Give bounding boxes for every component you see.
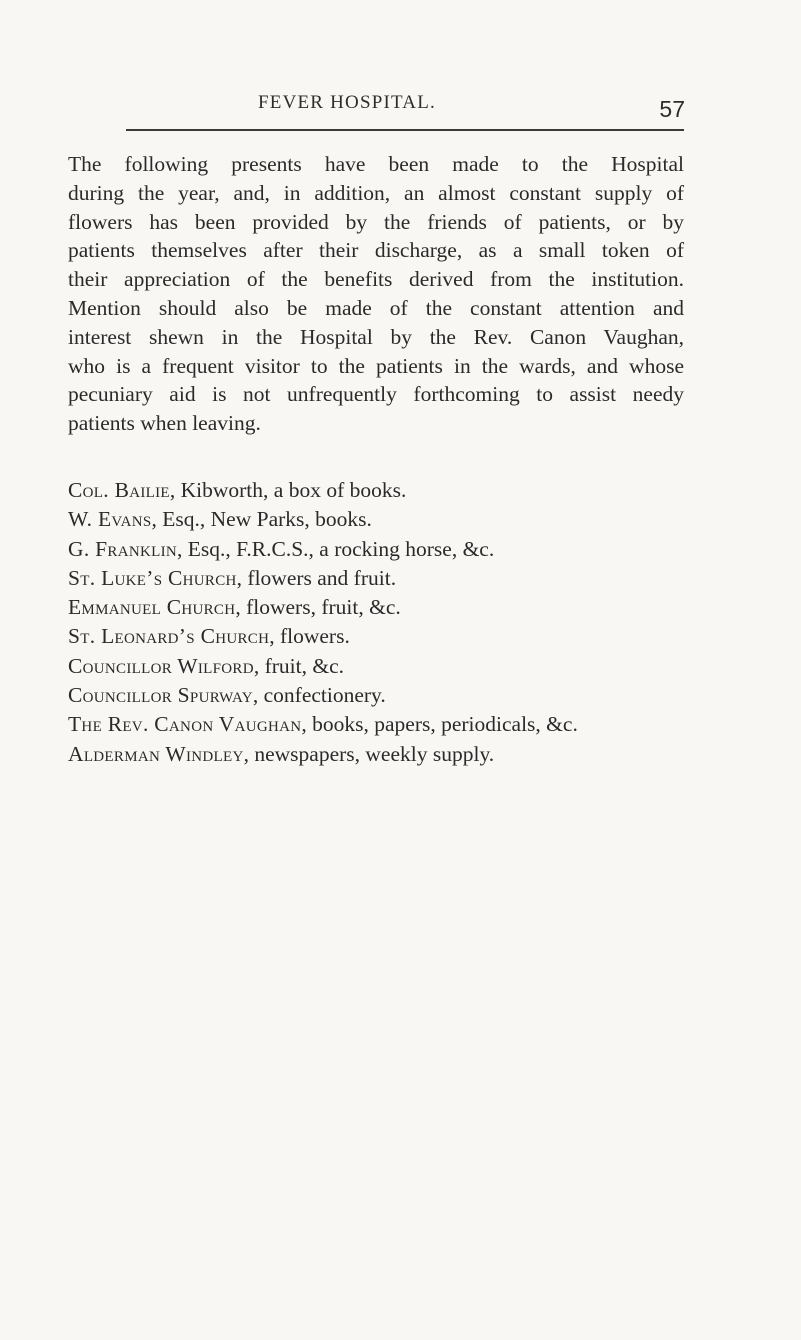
donor-name: W. Evans (68, 507, 152, 532)
donation-item (68, 505, 708, 534)
donor-name: G. Franklin (68, 536, 178, 561)
donation-item (68, 593, 708, 622)
donation-gift: , Esq., New Parks, books. (151, 507, 372, 532)
header-rule (126, 129, 684, 131)
donations-list (68, 476, 708, 769)
donation-item (68, 564, 708, 593)
donor-name: Councillor Spurway (68, 683, 253, 708)
paragraph-line: pecuniary aid is not unfrequently forthcoming to assist needy (68, 382, 684, 407)
donor-name: Councillor Wilford (68, 653, 254, 678)
donation-item (68, 476, 708, 505)
paragraph-line: during the year, and, in addition, an almost constant supply of (68, 180, 684, 205)
paragraph-line: who is a frequent visitor to the patients in the wards, and whose (68, 353, 684, 378)
donation-gift: , books, papers, periodicals, &c. (301, 712, 578, 737)
intro-paragraph (68, 150, 684, 438)
donation-gift: , flowers. (269, 624, 350, 649)
donation-gift: , confectionery. (252, 683, 386, 708)
paragraph-line: patients themselves after their discharge, as a small token of (68, 238, 684, 263)
paragraph-line: Mention should also be made of the constant attention and (68, 295, 684, 320)
donation-gift: , flowers, fruit, &c. (235, 595, 401, 620)
donation-item (68, 622, 708, 651)
page-number: 57 (659, 96, 685, 122)
paragraph-line: their appreciation of the benefits derived from the institution. (68, 267, 684, 292)
donation-gift: , fruit, &c. (253, 653, 345, 678)
donation-gift: , Kibworth, a box of books. (169, 478, 407, 502)
donation-item (68, 710, 708, 739)
donor-name: St. Leonard’s Church (68, 624, 270, 649)
donor-name: Col. Bailie (68, 478, 170, 502)
donor-name: Alderman Windley (68, 741, 244, 766)
donor-name: The Rev. Canon Vaughan (68, 712, 302, 737)
paragraph-line: patients when leaving. (68, 411, 261, 436)
running-head-title: FEVER HOSPITAL. (258, 92, 436, 113)
donation-gift: , Esq., F.R.C.S., a rocking horse, &c. (177, 536, 495, 561)
donation-item (68, 535, 708, 564)
donation-item (68, 681, 708, 710)
donor-name: Emmanuel Church (68, 595, 236, 620)
paragraph-line: interest shewn in the Hospital by the Rev. Canon Vaughan, (68, 324, 684, 349)
donation-gift: , newspapers, weekly supply. (243, 741, 495, 766)
donation-item (68, 652, 708, 681)
paragraph-line: flowers has been provided by the friends of patients, or by (68, 209, 684, 234)
donation-gift: , flowers and fruit. (236, 565, 397, 590)
paragraph-line: The following presents have been made to the Hospital (68, 152, 684, 176)
donation-item (68, 740, 708, 769)
donor-name: St. Luke’s Church (68, 565, 237, 590)
